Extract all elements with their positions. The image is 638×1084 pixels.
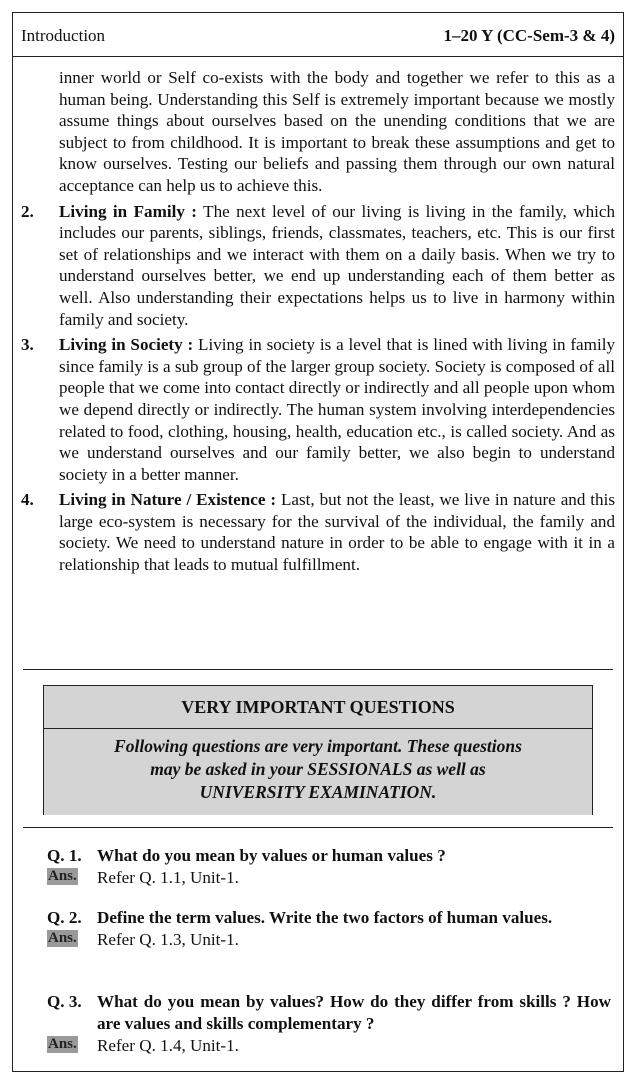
- question-number: Q. 3.: [47, 992, 82, 1011]
- item-text: The next level of our living is living in the family, which includes our parents, siblings, friends, classmates, teachers, etc. This is our first set of relationships and we interact with them on a daily basis. When we try to understand ourselves better, we end up understanding each of them better as well. Also understanding their expectations helps us to live in harmony within family and society.: [59, 201, 616, 329]
- intro-continuation: inner world or Self co-exists with the body and together we refer to this as a human being. Understanding this Self is extremely important because we mostly assume things about ourselves based on the unending conditions that we are subject to from childhood. It is important to break these assumptions and get to know ourselves. Testing our beliefs and passing them through our own natural acceptance can help us to achieve this.: [59, 68, 615, 195]
- vib-note-line-3: UNIVERSITY EXAMINATION.: [199, 782, 437, 802]
- answer-label: Ans.: [48, 1036, 77, 1052]
- divider-top: [23, 669, 613, 670]
- question-text: What do you mean by values? How do they differ from skills ? How are values and skills complementary ?: [97, 992, 611, 1033]
- item-number: 3.: [21, 335, 34, 355]
- answer: [47, 1035, 611, 1057]
- question-number: Q. 2.: [47, 908, 82, 927]
- answer-text: Refer Q. 1.3, Unit-1.: [97, 930, 239, 949]
- question-number: Q. 1.: [47, 846, 82, 865]
- vib-note-line-1: Following questions are very important. These questions: [114, 736, 522, 756]
- vib-note-line-2: may be asked in your SESSIONALS as well as: [150, 759, 486, 779]
- question-3: [47, 991, 611, 1057]
- question-2: [47, 907, 611, 951]
- divider-bottom: [23, 827, 613, 828]
- item-text: Last, but not the least, we live in nature and this large eco-system is necessary for the survival of the individual, the family and society. We need to understand nature in order to be able to engage with it in a relationship that leads to mutual fulfillment.: [59, 490, 615, 575]
- very-important-questions-box: [43, 685, 593, 815]
- answer-text: Refer Q. 1.1, Unit-1.: [97, 868, 239, 887]
- list-item-nature: [21, 489, 615, 575]
- page-frame: [12, 12, 624, 1072]
- vib-note: [44, 729, 592, 815]
- answer-label: Ans.: [48, 930, 77, 946]
- answer-text: Refer Q. 1.4, Unit-1.: [97, 1036, 239, 1055]
- answer: [47, 929, 611, 951]
- header-page-ref: 1–20 Y (CC-Sem-3 & 4): [443, 26, 615, 45]
- list-item-family: [21, 201, 616, 331]
- question: [47, 991, 611, 1035]
- question-text: What do you mean by values or human values ?: [97, 846, 446, 865]
- answer: [47, 867, 611, 889]
- question: [47, 907, 611, 929]
- question-text: Define the term values. Write the two factors of human values.: [97, 908, 553, 927]
- item-heading: Living in Nature / Existence :: [59, 490, 277, 510]
- item-number: 2.: [21, 201, 34, 221]
- item-text: Living in society is a level that is lined with living in family since family is a sub group of the larger group society. Society is composed of all people that we come into contact directly or indirectly and all people upon whom we depend directly or indirectly. The human system involving interdependencies related to food, clothing, housing, health, education etc., is called society. And as we understand ourselves and our family better, we also begin to understand society in a better manner.: [59, 335, 615, 484]
- question: [47, 845, 611, 867]
- page-header: [13, 13, 623, 57]
- answer-label: Ans.: [48, 868, 77, 884]
- item-heading: Living in Family :: [59, 201, 198, 221]
- header-section-title: Introduction: [21, 26, 106, 45]
- item-heading: Living in Society :: [59, 335, 194, 355]
- item-number: 4.: [21, 490, 34, 510]
- vib-title: VERY IMPORTANT QUESTIONS: [44, 686, 592, 729]
- main-content: [21, 67, 615, 576]
- list-item-society: [21, 334, 615, 485]
- question-1: [47, 845, 611, 889]
